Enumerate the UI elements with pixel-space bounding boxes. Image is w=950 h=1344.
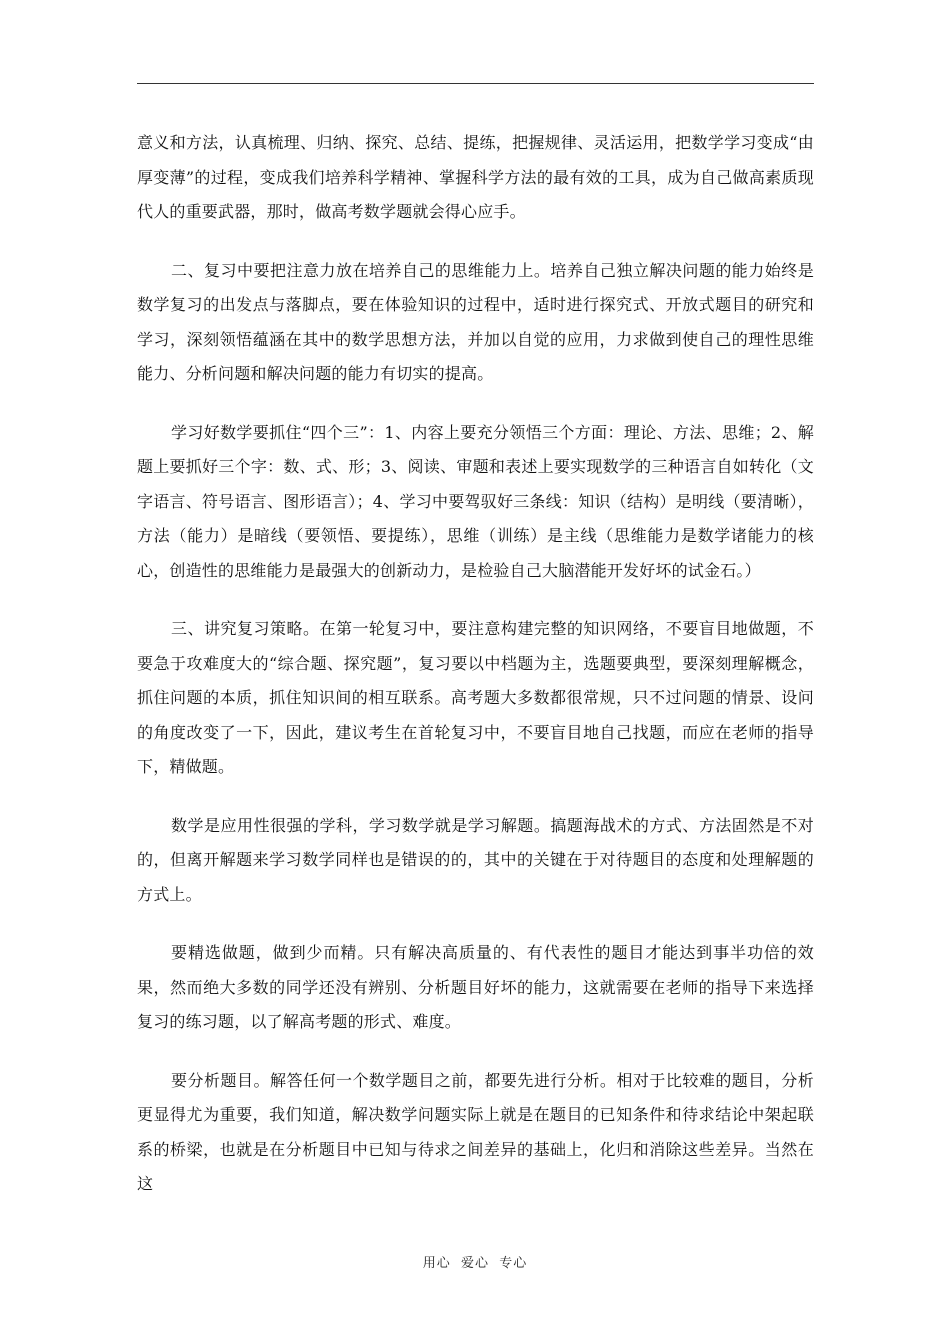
paragraph-applied-math: 数学是应用性很强的学科，学习数学就是学习解题。搞题海战术的方式、方法固然是不对的，但离开解题来学习数学同样也是错误的的，其中的关键在于对待题目的态度和处理解题的方式上。 — [137, 815, 814, 904]
document-body — [137, 126, 814, 1226]
paragraph-analyze-problems: 要分析题目。解答任何一个数学题目之前，都要先进行分析。相对于比较难的题目，分析更显得尤为重要，我们知道，解决数学问题实际上就是在题目的已知条件和待求结论中架起联系的桥梁，也就是在分析题目中已知与待求之间差异的基础上，化归和消除这些差异。当然在这 — [137, 1070, 814, 1193]
paragraph-select-problems: 要精选做题，做到少而精。只有解决高质量的、有代表性的题目才能达到事半功倍的效果，然而绝大多数的同学还没有辨别、分析题目好坏的能力，这就需要在老师的指导下来选择复习的练习题，以了解高考题的形式、难度。 — [137, 943, 814, 1031]
paragraph-thinking-ability: 二、复习中要把注意力放在培养自己的思维能力上。培养自己独立解决问题的能力始终是数学复习的出发点与落脚点，要在体验知识的过程中，适时进行探究式、开放式题目的研究和学习，深刻领悟蕴涵在其中的数学思想方法，并加以自觉的应用，力求做到使自己的理性思维能力、分析问题和解决问题的能力有切实的提高。 — [137, 260, 814, 383]
page-footer: 用心 爱心 专心 — [422, 1256, 528, 1271]
paragraph-continuation: 意义和方法，认真梳理、归纳、探究、总结、提练，把握规律、灵活运用，把数学学习变成“由厚变薄”的过程，变成我们培养科学精神、掌握科学方法的最有效的工具，成为自己做高素质现代人的重要武器，那时，做高考数学题就会得心应手。 — [137, 133, 814, 221]
paragraph-four-threes: 学习好数学要抓住“四个三”：1、内容上要充分领悟三个方面：理论、方法、思维；2、解题上要抓好三个字：数、式、形；3、阅读、审题和表述上要实现数学的三种语言自如转化（文字语言、符号语言、图形语言）；4、学习中要驾驭好三条线：知识（结构）是明线（要清晰），方法（能力）是暗线（要领悟、要提练），思维（训练）是主线（思维能力是数学诸能力的核心，创造性的思维能力是最强大的创新动力，是检验自己大脑潜能开发好坏的试金石。） — [137, 422, 814, 580]
paragraph-review-strategy: 三、讲究复习策略。在第一轮复习中，要注意构建完整的知识网络，不要盲目地做题，不要急于攻难度大的“综合题、探究题”，复习要以中档题为主，选题要典型，要深刻理解概念，抓住问题的本质，抓住知识间的相互联系。高考题大多数都很常规，只不过问题的情景、设问的角度改变了一下，因此，建议考生在首轮复习中，不要盲目地自己找题，而应在老师的指导下，精做题。 — [137, 619, 814, 776]
header-rule — [137, 83, 814, 84]
